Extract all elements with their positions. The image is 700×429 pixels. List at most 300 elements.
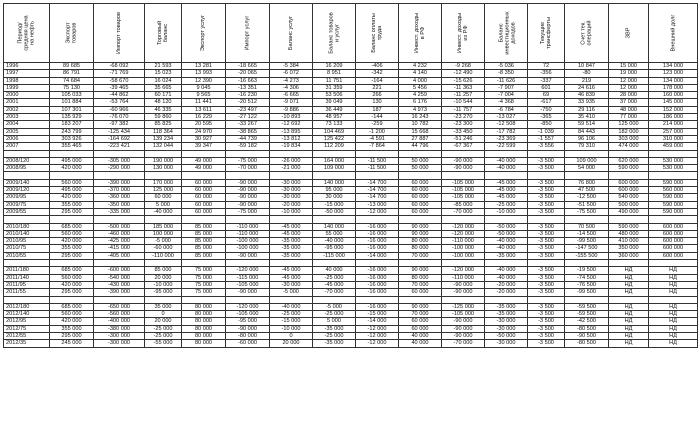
empty-cell — [565, 216, 609, 223]
value-cell: -10 000 — [145, 281, 182, 288]
value-cell: -30 000 — [485, 325, 528, 332]
table-row — [4, 70, 698, 77]
column-header-line: операций — [586, 20, 593, 46]
value-cell: 35 000 — [145, 303, 182, 310]
value-cell: -25 000 — [270, 311, 313, 318]
value-cell: -100 000 — [226, 245, 270, 252]
value-cell: -305 000 — [94, 157, 145, 164]
empty-cell — [565, 296, 609, 303]
column-header-label — [66, 22, 78, 43]
value-cell: 16 229 — [182, 114, 226, 121]
value-cell: 85 000 — [182, 245, 226, 252]
value-cell: -80 000 — [226, 332, 270, 339]
value-cell: 266 — [356, 92, 399, 99]
value-cell: 295 000 — [50, 289, 94, 296]
value-cell: -12 000 — [356, 340, 399, 347]
table-row — [4, 179, 698, 186]
value-cell: -3 500 — [528, 194, 565, 201]
value-cell: -39 465 — [94, 84, 145, 91]
value-cell: 20 000 — [145, 274, 182, 281]
value-cell: 75 000 — [182, 267, 226, 274]
value-cell: 21 593 — [145, 63, 182, 70]
value-cell: -290 000 — [94, 165, 145, 172]
value-cell: -13 027 — [485, 114, 528, 121]
empty-cell — [50, 260, 94, 267]
value-cell: -25 000 — [145, 325, 182, 332]
value-cell: -67 367 — [442, 143, 485, 150]
value-cell: 4 259 — [399, 92, 442, 99]
value-cell: НД — [649, 303, 698, 310]
value-cell: -13 351 — [226, 84, 270, 91]
value-cell: -25 000 — [313, 274, 356, 281]
value-cell: -430 000 — [94, 281, 145, 288]
value-cell: -90 000 — [226, 201, 270, 208]
empty-cell — [94, 296, 145, 303]
value-cell: 112 209 — [313, 143, 356, 150]
value-cell: 590 000 — [609, 223, 649, 230]
value-cell: 55 000 — [313, 230, 356, 237]
empty-cell — [50, 216, 94, 223]
value-cell: -617 — [528, 99, 565, 106]
value-cell: 35 665 — [145, 84, 182, 91]
value-cell: 560 000 — [649, 187, 698, 194]
value-cell: 101 884 — [50, 99, 94, 106]
spacer-row — [4, 296, 698, 303]
table-row — [4, 289, 698, 296]
value-cell: -70 000 — [313, 289, 356, 296]
value-cell: -25 000 — [145, 332, 182, 339]
value-cell: -10 544 — [442, 99, 485, 106]
value-cell: -100 000 — [442, 245, 485, 252]
empty-cell — [94, 260, 145, 267]
period-cell: 2010/180 — [4, 223, 50, 230]
table-row — [4, 267, 698, 274]
empty-cell — [313, 260, 356, 267]
value-cell: 70 000 — [399, 281, 442, 288]
value-cell: -18 665 — [226, 63, 270, 70]
value-cell: 48 957 — [313, 114, 356, 121]
value-cell: 85 000 — [145, 267, 182, 274]
column-header-line: Период/ — [17, 22, 24, 44]
value-cell: -3 500 — [528, 238, 565, 245]
value-cell: -50 000 — [313, 208, 356, 215]
value-cell: 360 000 — [609, 252, 649, 259]
value-cell: -17 782 — [485, 128, 528, 135]
value-cell: -164 692 — [94, 135, 145, 142]
value-cell: 48 120 — [145, 99, 182, 106]
value-cell: -4 591 — [356, 135, 399, 142]
value-cell: -4 368 — [485, 99, 528, 106]
empty-cell — [442, 296, 485, 303]
column-header-label — [288, 16, 294, 50]
empty-cell — [442, 260, 485, 267]
column-header-label — [414, 13, 426, 53]
value-cell: 75 130 — [50, 84, 94, 91]
value-cell: 60 000 — [145, 194, 182, 201]
value-cell: -11 363 — [442, 84, 485, 91]
value-cell: 24 970 — [182, 128, 226, 135]
value-cell: -25 000 — [313, 332, 356, 339]
value-cell: -120 000 — [442, 230, 485, 237]
value-cell: 39 049 — [313, 99, 356, 106]
value-cell: -6 784 — [485, 106, 528, 113]
value-cell: 132 044 — [145, 143, 182, 150]
value-cell: -40 000 — [270, 303, 313, 310]
value-cell: -15 000 — [313, 201, 356, 208]
value-cell: НД — [609, 267, 649, 274]
value-cell: -45 000 — [485, 187, 528, 194]
value-cell: 303 000 — [609, 135, 649, 142]
column-header-label — [670, 14, 676, 51]
value-cell: -9 071 — [270, 99, 313, 106]
value-cell: -30 000 — [270, 179, 313, 186]
value-cell: -164 — [356, 77, 399, 84]
value-cell: 60 000 — [182, 201, 226, 208]
value-cell: 20 000 — [270, 340, 313, 347]
value-cell: -390 000 — [94, 289, 145, 296]
value-cell: 80 000 — [182, 303, 226, 310]
value-cell: -15 626 — [442, 77, 485, 84]
period-cell: 2011/55 — [4, 289, 50, 296]
value-cell: -40 000 — [485, 238, 528, 245]
value-cell: 35 410 — [565, 114, 609, 121]
value-cell: -40 000 — [485, 245, 528, 252]
value-cell: 85 000 — [182, 223, 226, 230]
value-cell: -5 000 — [313, 303, 356, 310]
value-cell: 15 668 — [399, 128, 442, 135]
table-row — [4, 223, 698, 230]
value-cell: 178 000 — [649, 84, 698, 91]
value-cell: 50 000 — [399, 165, 442, 172]
column-header-label — [540, 17, 552, 49]
value-cell: -71 769 — [94, 70, 145, 77]
value-cell: 60 000 — [399, 325, 442, 332]
value-cell: 70 000 — [399, 311, 442, 318]
value-cell: -125 000 — [442, 303, 485, 310]
empty-cell — [94, 172, 145, 179]
value-cell: НД — [649, 332, 698, 339]
value-cell: НД — [649, 281, 698, 288]
value-cell: -35 000 — [485, 311, 528, 318]
empty-cell — [50, 296, 94, 303]
value-cell: 90 000 — [399, 230, 442, 237]
value-cell: -90 000 — [442, 289, 485, 296]
value-cell: 560 000 — [50, 311, 94, 318]
balance-of-payments-table-container — [3, 3, 697, 426]
value-cell: -4 273 — [270, 77, 313, 84]
value-cell: -3 500 — [528, 332, 565, 339]
value-cell: 420 000 — [50, 238, 94, 245]
value-cell: 85 000 — [182, 230, 226, 237]
empty-cell — [649, 260, 698, 267]
value-cell: -70 000 — [226, 165, 270, 172]
value-cell: -3 500 — [528, 230, 565, 237]
value-cell: -12 000 — [356, 208, 399, 215]
value-cell: -68 092 — [94, 63, 145, 70]
value-cell: 109 000 — [313, 165, 356, 172]
value-cell: 46 335 — [145, 106, 182, 113]
table-row — [4, 99, 698, 106]
value-cell: 600 000 — [649, 230, 698, 237]
value-cell: -74 500 — [565, 274, 609, 281]
value-cell: -115 000 — [226, 274, 270, 281]
value-cell: 185 000 — [145, 223, 182, 230]
value-cell: 152 000 — [649, 106, 698, 113]
value-cell: -10 000 — [270, 325, 313, 332]
empty-cell — [313, 150, 356, 157]
table-row — [4, 201, 698, 208]
value-cell: 80 000 — [399, 274, 442, 281]
value-cell: -16 230 — [226, 92, 270, 99]
value-cell: 560 000 — [50, 179, 94, 186]
value-cell: -20 000 — [485, 289, 528, 296]
period-cell: 2006 — [4, 135, 50, 142]
value-cell: 69 — [528, 92, 565, 99]
column-header-line: Инвест. доходы — [414, 12, 421, 53]
value-cell: 60 000 — [399, 179, 442, 186]
table-row — [4, 84, 698, 91]
table-row — [4, 245, 698, 252]
value-cell: -3 500 — [528, 318, 565, 325]
value-cell: -30 000 — [270, 281, 313, 288]
value-cell: -90 000 — [226, 325, 270, 332]
value-cell: НД — [609, 289, 649, 296]
column-header-label — [116, 12, 122, 54]
value-cell: -3 500 — [528, 223, 565, 230]
value-cell: 685 000 — [50, 303, 94, 310]
value-cell: 685 000 — [50, 267, 94, 274]
value-cell: -5 036 — [485, 63, 528, 70]
value-cell: 601 — [528, 84, 565, 91]
column-header-line: доходов — [510, 22, 517, 44]
empty-cell — [356, 172, 399, 179]
value-cell: 134 000 — [649, 63, 698, 70]
value-cell: 48 000 — [609, 106, 649, 113]
value-cell: -35 000 — [270, 252, 313, 259]
column-header-line: Торговый — [156, 20, 163, 46]
value-cell: -51 500 — [565, 201, 609, 208]
value-cell: -3 500 — [528, 311, 565, 318]
empty-cell — [313, 172, 356, 179]
empty-cell — [145, 296, 182, 303]
value-cell: 74 684 — [50, 77, 94, 84]
value-cell: 10 847 — [565, 63, 609, 70]
value-cell: НД — [649, 267, 698, 274]
value-cell: -12 508 — [485, 121, 528, 128]
value-cell: -11 257 — [442, 92, 485, 99]
value-cell: 4 973 — [399, 106, 442, 113]
period-cell: 2012/35 — [4, 340, 50, 347]
value-cell: -20 000 — [485, 281, 528, 288]
period-cell: 1998 — [4, 77, 50, 84]
value-cell: 13 993 — [182, 70, 226, 77]
empty-cell — [485, 216, 528, 223]
table-row — [4, 340, 698, 347]
value-cell: 590 000 — [609, 165, 649, 172]
value-cell: 4 140 — [399, 70, 442, 77]
value-cell: 16 024 — [145, 77, 182, 84]
value-cell: 530 000 — [649, 165, 698, 172]
spacer-row — [4, 172, 698, 179]
value-cell: 140 000 — [313, 223, 356, 230]
value-cell: -30 000 — [485, 340, 528, 347]
column-header-line: Баланс услуг — [287, 15, 294, 50]
value-cell: -5 384 — [270, 63, 313, 70]
value-cell: -850 — [528, 121, 565, 128]
value-cell: 245 000 — [50, 340, 94, 347]
column-header-line: трансферты — [546, 16, 552, 49]
empty-cell — [145, 260, 182, 267]
table-row — [4, 187, 698, 194]
period-cell: 2009/75 — [4, 201, 50, 208]
period-cell: 2011/140 — [4, 274, 50, 281]
period-cell: 2011/180 — [4, 267, 50, 274]
value-cell: 5 456 — [399, 84, 442, 91]
value-cell: 39 347 — [182, 143, 226, 150]
value-cell: -460 000 — [94, 230, 145, 237]
period-cell: 2008/95 — [4, 165, 50, 172]
value-cell: 139 234 — [145, 135, 182, 142]
value-cell: -60 000 — [145, 245, 182, 252]
period-cell: 2011/95 — [4, 281, 50, 288]
value-cell: -415 000 — [94, 245, 145, 252]
value-cell: 60 000 — [399, 289, 442, 296]
value-cell: 100 000 — [145, 230, 182, 237]
empty-cell — [565, 150, 609, 157]
table-row — [4, 332, 698, 339]
period-cell: 2005 — [4, 128, 50, 135]
column-header — [226, 4, 270, 63]
value-cell: -3 500 — [528, 157, 565, 164]
value-cell: 105 033 — [50, 92, 94, 99]
value-cell: -45 000 — [270, 274, 313, 281]
table-row — [4, 77, 698, 84]
table-row — [4, 303, 698, 310]
value-cell: 590 000 — [649, 179, 698, 186]
empty-cell — [50, 172, 94, 179]
value-cell: 80 000 — [182, 325, 226, 332]
value-cell: -16 000 — [356, 223, 399, 230]
column-header — [528, 4, 565, 63]
value-cell: -60 966 — [94, 106, 145, 113]
value-cell: 560 000 — [50, 274, 94, 281]
value-cell: -120 000 — [226, 267, 270, 274]
value-cell: 600 000 — [649, 238, 698, 245]
column-header-label — [457, 13, 469, 53]
value-cell: 54 000 — [565, 165, 609, 172]
value-cell: -3 500 — [528, 289, 565, 296]
value-cell: -59 182 — [226, 143, 270, 150]
value-cell: -25 000 — [485, 201, 528, 208]
value-cell: -70 000 — [442, 340, 485, 347]
column-header — [485, 4, 528, 63]
column-header-line: Импорт услуг — [244, 15, 251, 51]
value-cell: -95 000 — [226, 318, 270, 325]
value-cell: 19 000 — [609, 70, 649, 77]
period-cell: 2007 — [4, 143, 50, 150]
value-cell: 540 000 — [609, 194, 649, 201]
value-cell: -76 500 — [565, 281, 609, 288]
value-cell: 60 000 — [182, 194, 226, 201]
period-cell: 2012/180 — [4, 303, 50, 310]
value-cell: -120 000 — [442, 267, 485, 274]
value-cell: 221 — [356, 84, 399, 91]
empty-cell — [399, 150, 442, 157]
value-cell: -95 000 — [313, 245, 356, 252]
table-row — [4, 325, 698, 332]
value-cell: 190 000 — [145, 157, 182, 164]
table-row — [4, 157, 698, 164]
value-cell: -90 000 — [442, 318, 485, 325]
value-cell: -90 000 — [226, 194, 270, 201]
value-cell: -3 500 — [528, 245, 565, 252]
value-cell: -16 000 — [356, 303, 399, 310]
column-header-line: и услуг — [334, 23, 341, 43]
empty-cell — [270, 216, 313, 223]
value-cell: -10 000 — [270, 208, 313, 215]
value-cell: -30 000 — [270, 187, 313, 194]
value-cell: 123 000 — [649, 70, 698, 77]
empty-cell — [528, 150, 565, 157]
value-cell: -356 — [528, 70, 565, 77]
table-row — [4, 92, 698, 99]
value-cell: -35 000 — [485, 303, 528, 310]
value-cell: -223 421 — [94, 143, 145, 150]
column-header-line: Внешний долг — [670, 14, 676, 52]
value-cell: -33 267 — [226, 121, 270, 128]
value-cell: -26 000 — [270, 157, 313, 164]
value-cell: 60 171 — [145, 92, 182, 99]
empty-cell — [145, 172, 182, 179]
empty-cell — [145, 216, 182, 223]
value-cell: 135 929 — [50, 114, 94, 121]
value-cell: -600 000 — [94, 267, 145, 274]
value-cell: -21 000 — [270, 165, 313, 172]
value-cell: 500 000 — [609, 201, 649, 208]
value-cell: -15 000 — [356, 311, 399, 318]
value-cell: -80 500 — [565, 340, 609, 347]
column-header-line: труда — [376, 25, 383, 41]
value-cell: 44 796 — [399, 143, 442, 150]
period-cell: 2012/95 — [4, 318, 50, 325]
value-cell: -125 434 — [94, 128, 145, 135]
value-cell: 30 000 — [313, 194, 356, 201]
value-cell: -3 500 — [528, 208, 565, 215]
column-header-label — [499, 11, 517, 54]
value-cell: 355 000 — [50, 201, 94, 208]
column-header-line: Текущие — [540, 21, 546, 45]
value-cell: -115 000 — [313, 252, 356, 259]
value-cell: -3 500 — [528, 340, 565, 347]
column-header-label — [371, 13, 383, 53]
value-cell: 72 — [528, 63, 565, 70]
column-header — [94, 4, 145, 63]
value-cell: -16 000 — [356, 238, 399, 245]
column-header — [609, 4, 649, 63]
value-cell: -370 000 — [94, 187, 145, 194]
value-cell: 80 000 — [182, 332, 226, 339]
spacer-row — [4, 260, 698, 267]
period-cell: 2010/75 — [4, 245, 50, 252]
value-cell: -90 000 — [226, 289, 270, 296]
value-cell: -40 000 — [485, 267, 528, 274]
empty-cell — [399, 296, 442, 303]
empty-cell — [94, 150, 145, 157]
column-header-label — [17, 15, 35, 50]
column-header — [50, 4, 94, 63]
value-cell: -8 350 — [485, 70, 528, 77]
empty-cell — [145, 150, 182, 157]
